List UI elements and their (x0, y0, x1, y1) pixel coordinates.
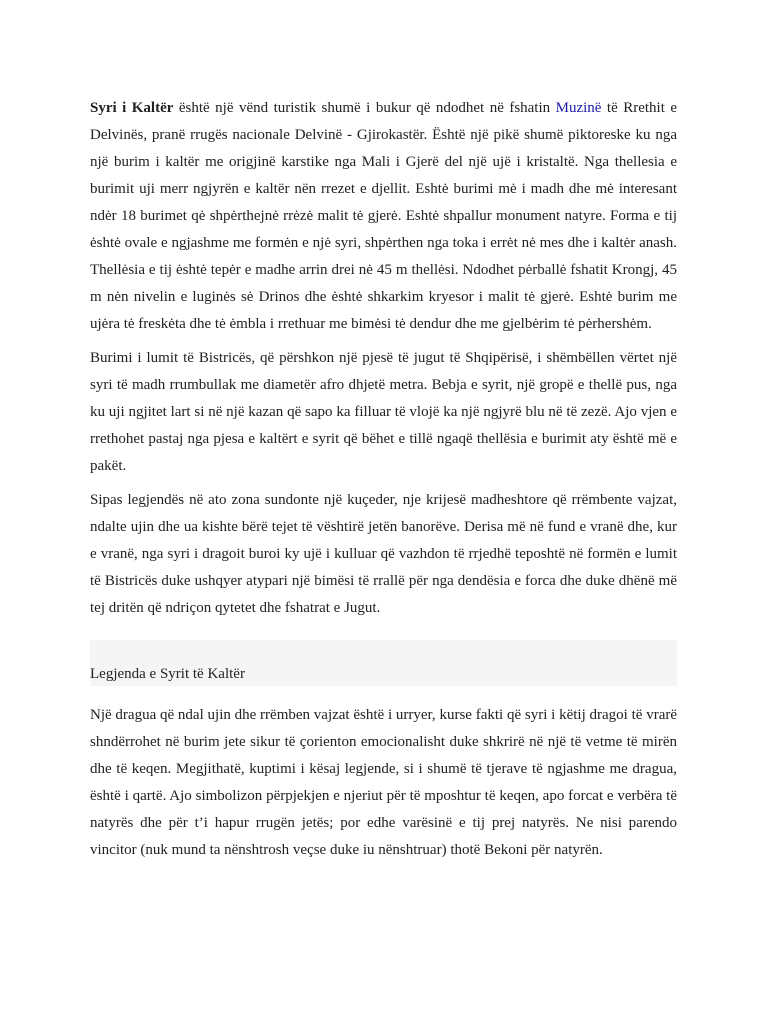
paragraph-intro (90, 95, 677, 338)
paragraph-legend-meaning: Një dragua që ndal ujin dhe rrëmben vajzat është i urryer, kurse fakti që syri i këtij dragoi të vrarë shndërrohet në burim jete sikur të çorienton emocionalisht duke shkrirë në një të vetme të mirën dhe të keqen. Megjithatë, kuptimi i kësaj legjende, si i shumë të tjerave të ngjashme me dragua, është i qartë. Ajo simbolizon përpjekjen e njeriut për të mposhtur të keqen, apo forcat e verbëra të natyrës dhe për t’i hapur rrugën jetës; por edhe varësinë e tij prej natyrës. Ne nisi parendo vincitor (nuk mund ta nënshtrosh veçse duke iu nënshtruar) thotë Bekoni për natyrën. (90, 707, 677, 858)
muzine-link[interactable]: Muzinë (555, 100, 602, 116)
article (90, 95, 677, 871)
intro-text-rest: të Rrethit e Delvinës, pranë rrugës nacionale Delvinë - Gjirokastër. Është një pikë shumë piktoreske ku nga një burim i kaltër me origjinë karstike nga Mali i Gjerë del një ujë i kristaltë. Nga thellesia e burimit uji merr ngjyrën e kaltër nën rrezet e djellit. Eshtė burimi mė i madh dhe mė interesant ndėr 18 burimet qė shpėrthejnė rrėzė malit tė gjerė. Eshtė shpallur monument natyre. Forma e tij ėshtė ovale e ngjashme me formėn e njė syri, shpėrthen nga toka i errėt nė mes dhe i kaltėr anash. Thellėsia e tij ėshtė tepėr e madhe arrin drei nė 45 m thellėsi. Ndodhet pėrballė fshatit Krongj, 45 m nėn nivelin e luginės sė Drinos dhe ėshtė shkarkim kryesor i malit tė gjerė. Eshtė burim me ujėra tė freskėta dhe tė ėmbla i rrethuar me bimėsi tė dendur dhe me gjelbėrim tė pėrhershėm. (90, 100, 677, 332)
paragraph-legend: Sipas legjendës në ato zona sundonte një kuçeder, nje krijesë madheshtore që rrëmbente vajzat, ndalte ujin dhe ua kishte bërë tejet të vështirë jetën banorëve. Derisa më në fund e vranë dhe, kur e vranë, nga syri i dragoit buroi ky ujë i kulluar që vazhdon të rrjedhë teposhtë në formën e lumit të Bistricës duke ushqyer atypari një bimësi të rrallë për nga dendësia e forca dhe duke dhënë më tej dritën që ndriçon qytetet dhe fshatrat e Jugut. (90, 492, 677, 616)
section-spacer (90, 686, 677, 702)
section-header (90, 640, 677, 686)
section-title: Legjenda e Syrit të Kaltër (90, 666, 245, 682)
intro-text-start: është një vënd turistik shumë i bukur që ndodhet në fshatin (173, 100, 556, 116)
article-term: Syri i Kaltër (90, 100, 174, 116)
paragraph-bistrica-source: Burimi i lumit të Bistricës, që përshkon një pjesë të jugut të Shqipërisë, i shëmbëllen vërtet një syri të madh rrumbullak me diametër afro dhjetë metra. Bebja e syrit, një gropë e thellë pus, nga ku uji ngjitet lart si në një kazan që sapo ka filluar të vlojë ka një ngjyrë blu në të zezë. Ajo vjen e rrethohet pastaj nga pjesa e kaltërt e syrit që bëhet e tillë ngaqë thellësia e burimit aty është më e pakët. (90, 350, 677, 474)
